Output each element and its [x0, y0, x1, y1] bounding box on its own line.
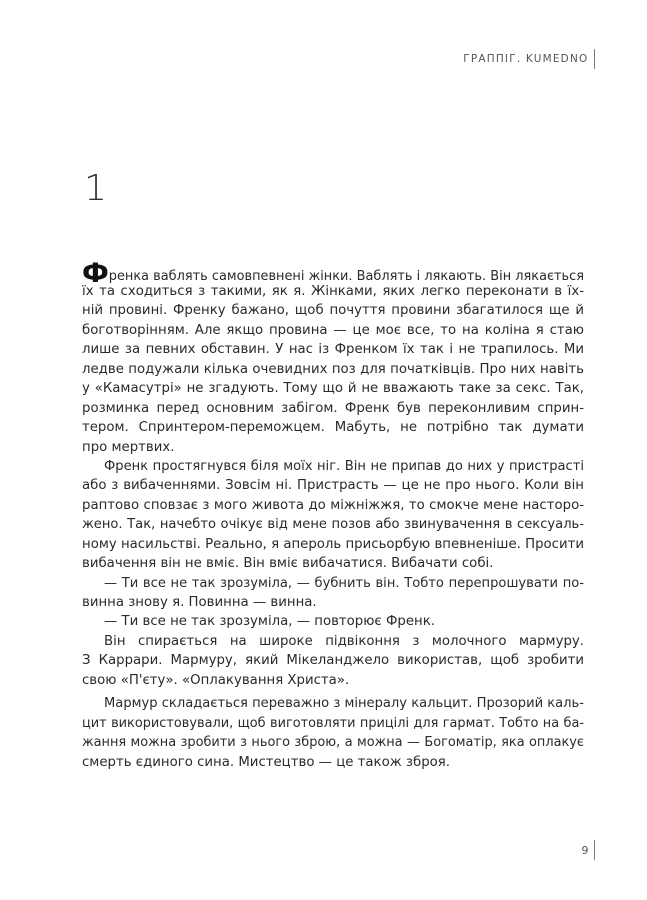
- text-line: лише за певних обставин. У нас із Френком їх так і не трапилось. Ми: [82, 342, 584, 358]
- page-folio: [582, 840, 596, 860]
- text-line: вибачення він не вміє. Він вміє вибачатися. Вибачати собі.: [82, 556, 494, 572]
- text-line: — Ти все не так зрозуміла, — бубнить він. Тобто перепрошувати по-: [104, 575, 584, 591]
- text-line: ному насильстві. Реально, я апероль присьорбую впевненіше. Просити: [82, 536, 584, 552]
- text-line: жено. Так, начебто очікує від мене позов або звинувачення в сексуаль-: [82, 517, 584, 533]
- header-rule: [594, 49, 596, 69]
- text-line: цит використовували, щоб виготовляти прицілі для гармат. Тобто на ба-: [82, 715, 584, 731]
- text-line: ледве подужали кілька очевидних поз для початківців. Про них навіть: [82, 361, 584, 377]
- drop-cap: Ф: [82, 258, 109, 289]
- folio-rule: [594, 840, 596, 860]
- text-line: смерть єдиного сина. Мистецтво — це також зброя.: [82, 754, 450, 770]
- text-line: тером. Спринтером-переможцем. Мабуть, не потрібно так думати: [82, 420, 584, 436]
- text-line: З Каррари. Мармуру, який Мікеланджело використав, щоб зробити: [82, 653, 584, 669]
- text-line: жання можна зробити з нього зброю, а можна — Богоматір, яка оплакує: [82, 735, 584, 751]
- text-line: Френка ваблять самовпевнені жінки. Ваблять і лякають. Він лякається: [82, 258, 584, 289]
- text-line: або з вибаченнями. Зовсім ні. Пристрасть — це не про нього. Коли він: [82, 478, 584, 494]
- body-text: [82, 260, 584, 772]
- text-line: Він спирається на широке підвіконня з молочного мармуру.: [104, 633, 584, 649]
- chapter-number: 1: [84, 168, 107, 209]
- text-line: боготворінням. Але якщо провина — це моє все, то на коліна я стаю: [82, 322, 584, 338]
- running-header: [463, 49, 595, 69]
- text-line: раптово сповзає з мого живота до міжніжжя, то смокче мене насторо-: [82, 497, 584, 513]
- running-title: ГРАППІГ. KUMEDNO: [463, 53, 589, 65]
- page-number: 9: [581, 843, 589, 857]
- text-line: винна знову я. Повинна — винна.: [82, 595, 317, 610]
- text-line: розминка перед основним забігом. Френк був переконливим сприн-: [82, 400, 584, 416]
- text-line: у «Камасутрі» не згадують. Тому що й не вважають таке за секс. Так,: [82, 381, 584, 397]
- text-line: ній провині. Френку бажано, щоб почуття провини збагатилося ще й: [82, 303, 584, 319]
- text-line: — Ти все не так зрозуміла, — повторює Френк.: [104, 614, 435, 630]
- text-line: про мертвих.: [82, 439, 175, 455]
- text-line: свою «П'єту». «Оплакування Христа».: [82, 672, 350, 688]
- text-line: Френк простягнувся біля моїх ніг. Він не припав до них у пристрасті: [104, 458, 584, 474]
- text-line: Мармур складається переважно з мінералу кальцит. Прозорий каль-: [104, 696, 584, 712]
- text-line: їх та сходиться з такими, як я. Жінками, яких легко переконати в їх-: [82, 284, 584, 299]
